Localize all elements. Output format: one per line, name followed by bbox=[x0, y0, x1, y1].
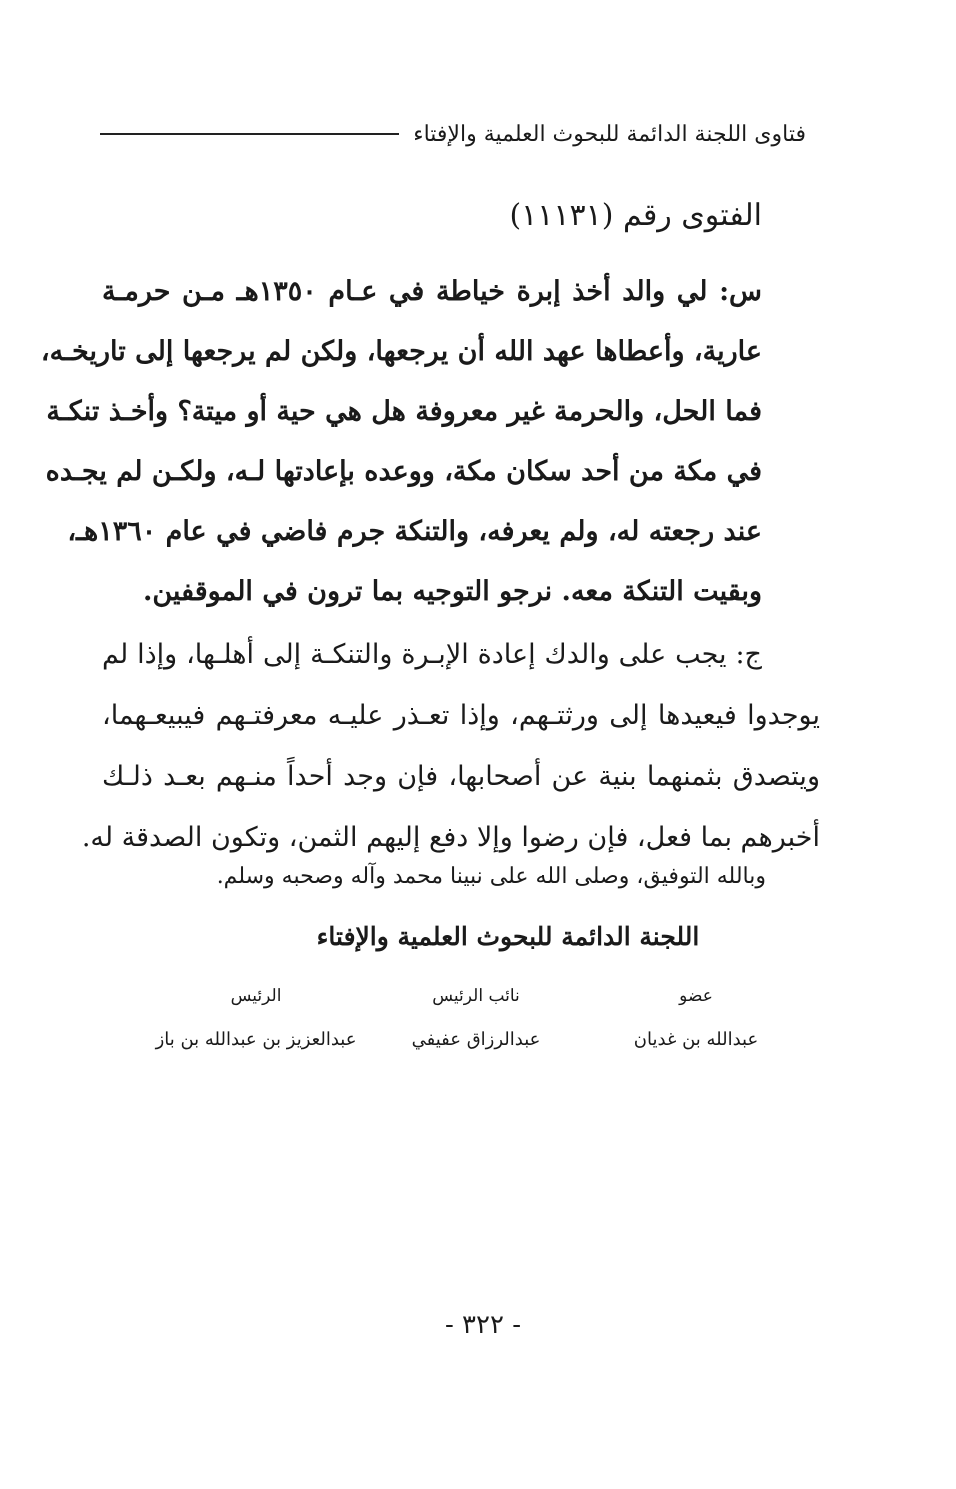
member-title: الرئيس bbox=[230, 986, 282, 1006]
answer-line: يوجدوا فيعيدها إلى ورثتـهم، وإذا تعـذر عليـه معرفتـهم فيبيعـهما، bbox=[102, 700, 820, 731]
member-name: عبدالعزيز بن عبدالله بن باز bbox=[155, 1029, 357, 1050]
question-line: في مكة من أحد سكان مكة، ووعده بإعادتها لـه، ولكـن لم يجـده bbox=[45, 456, 762, 487]
member-name: عبدالله بن غديان bbox=[633, 1029, 759, 1050]
fatwa-number: الفتوى رقم (١١١٣١) bbox=[509, 198, 762, 233]
member-title: عضو bbox=[679, 986, 713, 1006]
running-header bbox=[100, 114, 806, 154]
question-block bbox=[40, 262, 763, 622]
answer-line: أخبرهم بما فعل، فإن رضوا وإلا دفع إليهم الثمن، وتكون الصدقة له. bbox=[81, 822, 820, 853]
question-line: عند رجعته له، ولم يعرفه، والتنكة جرم فاضي في عام ١٣٦٠هـ، bbox=[67, 516, 762, 547]
signature-member bbox=[586, 978, 806, 1060]
page-number: - ٣٢٢ - bbox=[444, 1310, 522, 1340]
committee-name: اللجنة الدائمة للبحوث العلمية والإفتاء bbox=[316, 922, 700, 951]
header-title: فتاوى اللجنة الدائمة للبحوث العلمية والإفتاء bbox=[413, 121, 806, 147]
question-line: س: لي والد أخذ إبرة خياطة في عـام ١٣٥٠هـ مـن حرمـة bbox=[102, 276, 763, 307]
header-rule bbox=[100, 133, 399, 135]
member-title: نائب الرئيس bbox=[432, 986, 520, 1006]
member-name: عبدالرزاق عفيفي bbox=[411, 1029, 541, 1050]
closing-prayer: وبالله التوفيق، وصلى الله على نبينا محمد وآله وصحبه وسلم. bbox=[216, 864, 766, 889]
question-line: عارية، وأعطاها عهد الله أن يرجعها، ولكن لم يرجعها إلى تاريخـه، bbox=[40, 336, 762, 367]
question-line: فما الحل، والحرمة غير معروفة هل هي حية أو ميتة؟ وأخـذ تنكـة bbox=[46, 396, 762, 427]
signature-vice-president bbox=[366, 978, 586, 1060]
answer-line: ويتصدق بثمنهما بنية عن أصحابها، فإن وجد أحداً منـهم بعـد ذلـك bbox=[102, 761, 820, 792]
answer-line: ج: يجب على والدك إعادة الإبـرة والتنكـة إلى أهلـها، وإذا لم bbox=[102, 639, 762, 670]
question-line: وبقيت التنكة معه. نرجو التوجيه بما ترون في الموقفين. bbox=[142, 576, 762, 607]
signature-block bbox=[146, 978, 806, 1060]
signature-president bbox=[146, 978, 366, 1060]
answer-block bbox=[81, 624, 820, 868]
